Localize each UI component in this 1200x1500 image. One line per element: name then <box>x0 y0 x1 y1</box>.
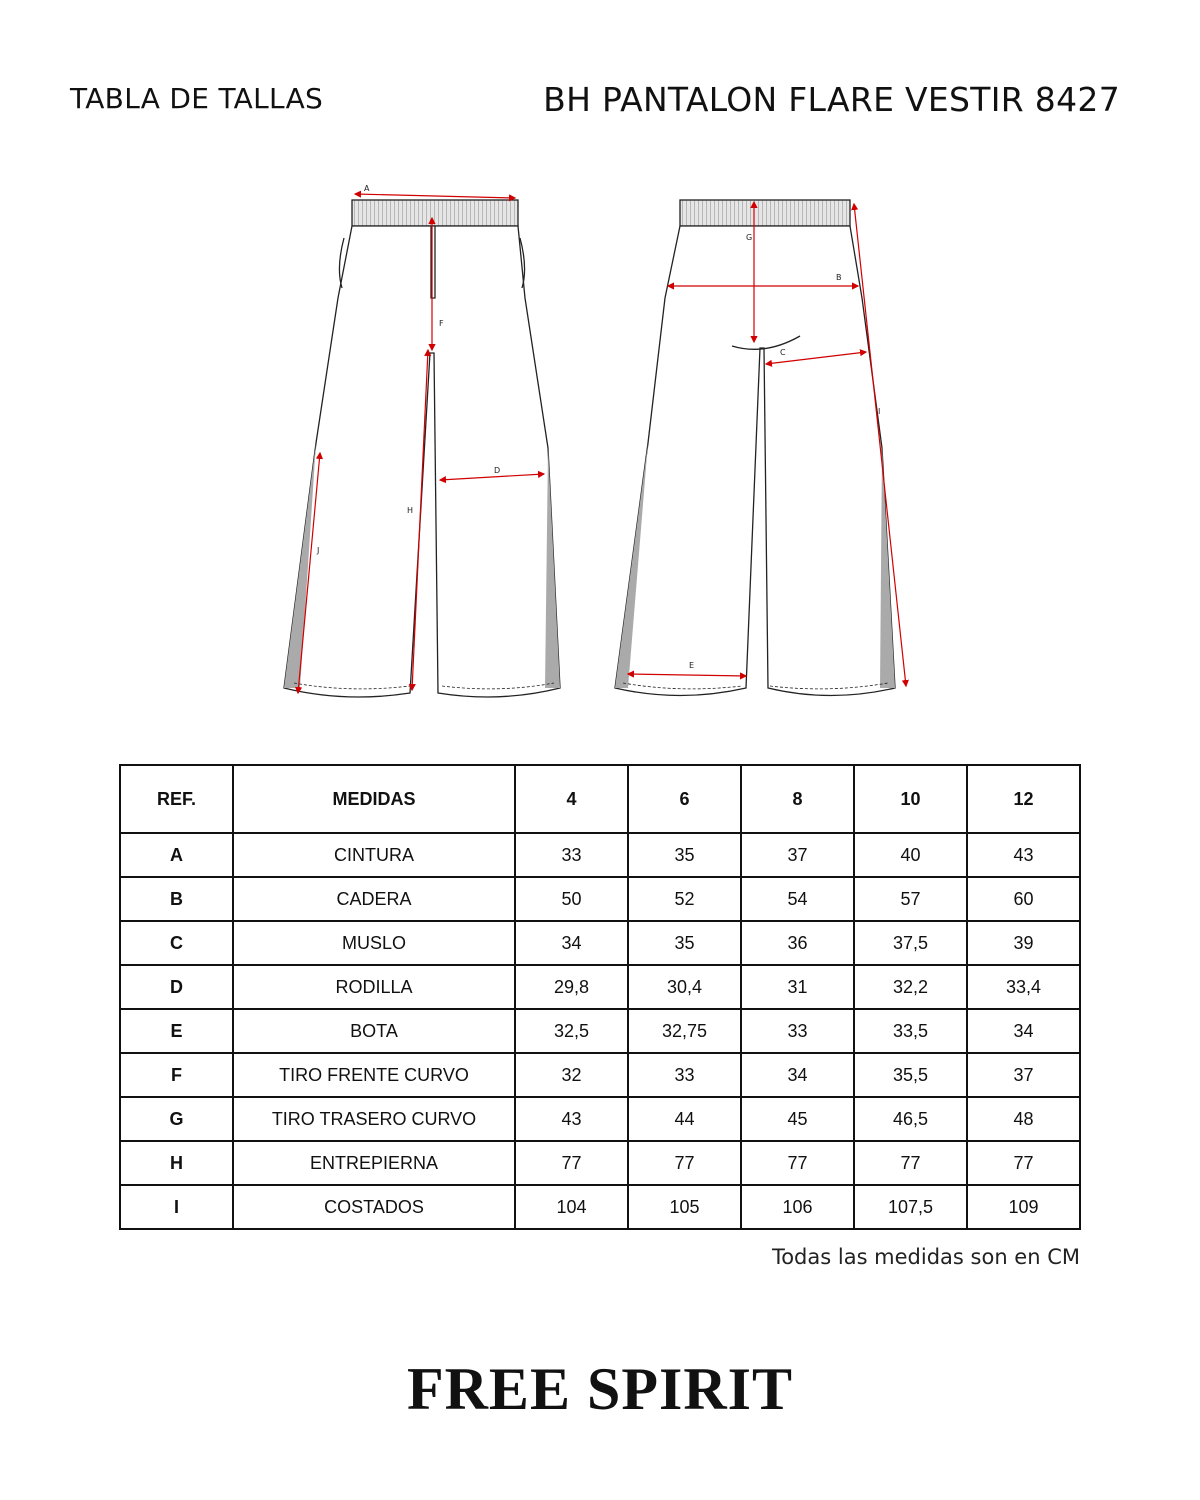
row-value: 104 <box>515 1185 628 1229</box>
row-value: 60 <box>967 877 1080 921</box>
size-table <box>119 764 1081 1230</box>
label-d: D <box>494 466 501 475</box>
row-value: 35,5 <box>854 1053 967 1097</box>
garment-diagram <box>270 178 930 718</box>
row-ref: A <box>120 833 233 877</box>
row-value: 45 <box>741 1097 854 1141</box>
row-measure-name: CINTURA <box>233 833 515 877</box>
header-size-4: 4 <box>515 765 628 833</box>
label-b: B <box>836 273 842 282</box>
row-value: 32,75 <box>628 1009 741 1053</box>
row-value: 54 <box>741 877 854 921</box>
table-row <box>120 1053 1080 1097</box>
row-value: 37,5 <box>854 921 967 965</box>
row-value: 35 <box>628 921 741 965</box>
row-value: 109 <box>967 1185 1080 1229</box>
row-ref: D <box>120 965 233 1009</box>
row-measure-name: MUSLO <box>233 921 515 965</box>
row-value: 77 <box>741 1141 854 1185</box>
front-view <box>284 200 560 697</box>
row-ref: F <box>120 1053 233 1097</box>
size-chart-title: TABLA DE TALLAS <box>70 82 324 115</box>
row-value: 50 <box>515 877 628 921</box>
row-measure-name: TIRO TRASERO CURVO <box>233 1097 515 1141</box>
row-value: 77 <box>515 1141 628 1185</box>
row-ref: I <box>120 1185 233 1229</box>
row-value: 107,5 <box>854 1185 967 1229</box>
row-measure-name: TIRO FRENTE CURVO <box>233 1053 515 1097</box>
row-value: 105 <box>628 1185 741 1229</box>
table-row <box>120 921 1080 965</box>
table-row <box>120 1185 1080 1229</box>
row-value: 37 <box>741 833 854 877</box>
label-j: J <box>317 546 320 555</box>
units-note: Todas las medidas son en CM <box>771 1245 1080 1269</box>
row-value: 29,8 <box>515 965 628 1009</box>
row-value: 44 <box>628 1097 741 1141</box>
row-value: 33 <box>741 1009 854 1053</box>
row-value: 43 <box>967 833 1080 877</box>
row-measure-name: RODILLA <box>233 965 515 1009</box>
back-view <box>615 200 895 696</box>
row-value: 57 <box>854 877 967 921</box>
header-medidas: MEDIDAS <box>233 765 515 833</box>
label-e: E <box>689 661 695 670</box>
label-g: G <box>746 233 753 242</box>
row-measure-name: BOTA <box>233 1009 515 1053</box>
row-value: 37 <box>967 1053 1080 1097</box>
row-value: 33 <box>628 1053 741 1097</box>
row-value: 40 <box>854 833 967 877</box>
row-value: 34 <box>741 1053 854 1097</box>
row-value: 52 <box>628 877 741 921</box>
row-ref: H <box>120 1141 233 1185</box>
label-f: F <box>439 319 444 328</box>
row-ref: G <box>120 1097 233 1141</box>
row-value: 48 <box>967 1097 1080 1141</box>
table-header-row <box>120 765 1080 833</box>
table-row <box>120 1141 1080 1185</box>
row-value: 46,5 <box>854 1097 967 1141</box>
label-a: A <box>364 184 370 193</box>
table-row <box>120 877 1080 921</box>
row-measure-name: COSTADOS <box>233 1185 515 1229</box>
row-value: 30,4 <box>628 965 741 1009</box>
row-value: 34 <box>515 921 628 965</box>
row-measure-name: CADERA <box>233 877 515 921</box>
row-value: 43 <box>515 1097 628 1141</box>
row-value: 106 <box>741 1185 854 1229</box>
row-value: 32,5 <box>515 1009 628 1053</box>
header-size-12: 12 <box>967 765 1080 833</box>
table-row <box>120 1009 1080 1053</box>
label-c: C <box>780 348 786 357</box>
row-value: 35 <box>628 833 741 877</box>
header-ref: REF. <box>120 765 233 833</box>
product-title: BH PANTALON FLARE VESTIR 8427 <box>543 80 1120 119</box>
row-value: 77 <box>854 1141 967 1185</box>
row-value: 39 <box>967 921 1080 965</box>
row-value: 31 <box>741 965 854 1009</box>
row-value: 32 <box>515 1053 628 1097</box>
label-i: I <box>878 407 881 416</box>
row-value: 36 <box>741 921 854 965</box>
header-size-8: 8 <box>741 765 854 833</box>
row-ref: C <box>120 921 233 965</box>
row-value: 33,4 <box>967 965 1080 1009</box>
table-row <box>120 1097 1080 1141</box>
row-value: 32,2 <box>854 965 967 1009</box>
header-size-6: 6 <box>628 765 741 833</box>
row-value: 33 <box>515 833 628 877</box>
table-row <box>120 965 1080 1009</box>
row-ref: B <box>120 877 233 921</box>
row-value: 77 <box>628 1141 741 1185</box>
row-ref: E <box>120 1009 233 1053</box>
brand-logo: FREE SPIRIT <box>406 1356 794 1422</box>
row-measure-name: ENTREPIERNA <box>233 1141 515 1185</box>
label-h: H <box>407 506 414 515</box>
row-value: 77 <box>967 1141 1080 1185</box>
table-row <box>120 833 1080 877</box>
header-size-10: 10 <box>854 765 967 833</box>
pants-technical-drawing <box>270 178 930 718</box>
row-value: 34 <box>967 1009 1080 1053</box>
row-value: 33,5 <box>854 1009 967 1053</box>
